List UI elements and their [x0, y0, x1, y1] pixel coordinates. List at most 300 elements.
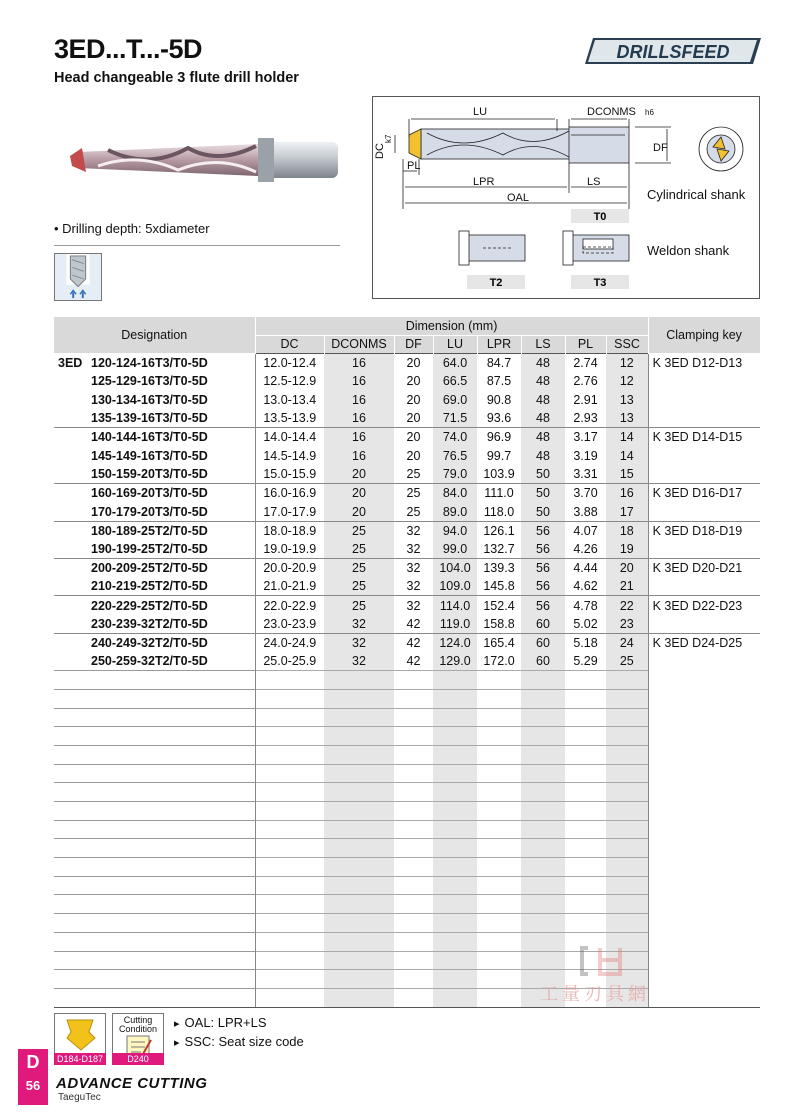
empty-cell — [433, 858, 477, 877]
cell-lpr: 118.0 — [483, 504, 515, 519]
cell-dconms: 20 — [324, 503, 394, 522]
cell-pl: 4.78 — [565, 596, 606, 615]
cell-ls: 56 — [521, 540, 565, 559]
cell-ssc: 24 — [606, 633, 648, 652]
cell-ssc: 21 — [606, 577, 648, 596]
empty-cell — [324, 932, 394, 951]
cell-df: 20 — [394, 353, 433, 372]
cell-df: 42 — [406, 616, 421, 631]
cell-ssc: 17 — [606, 503, 648, 522]
cell-lpr: 172.0 — [483, 654, 515, 669]
designation-cell — [54, 633, 255, 652]
empty-cell — [54, 951, 255, 970]
empty-cell — [54, 914, 255, 933]
empty-cell — [394, 783, 433, 802]
empty-cell — [521, 858, 565, 877]
empty-cell — [477, 820, 521, 839]
cell-lpr: 90.8 — [486, 392, 512, 407]
empty-cell — [433, 820, 477, 839]
designation-cell — [54, 390, 255, 409]
cell-ls: 56 — [521, 559, 565, 578]
designation-code: 125-129-16T3/T0-5D — [91, 374, 208, 389]
cell-lu: 79.0 — [433, 465, 477, 484]
empty-cell — [394, 895, 433, 914]
cell-ls: 48 — [521, 353, 565, 372]
header-ls: LS — [521, 335, 565, 353]
cell-ssc: 16 — [606, 484, 648, 503]
empty-cell — [521, 895, 565, 914]
empty-cell — [521, 951, 565, 970]
cell-df: 32 — [406, 541, 421, 556]
cell-lu: 89.0 — [433, 503, 477, 522]
cell-df: 25 — [406, 504, 421, 519]
cell-lu: 109.0 — [433, 577, 477, 596]
cell-dconms: 16 — [324, 446, 394, 465]
cell-lu: 94.0 — [433, 521, 477, 540]
empty-cell — [255, 708, 324, 727]
empty-cell — [477, 671, 521, 690]
empty-cell — [394, 708, 433, 727]
brand-logo — [585, 34, 761, 68]
empty-cell — [255, 895, 324, 914]
cell-pl: 4.26 — [573, 541, 598, 556]
label-ls: LS — [587, 176, 601, 188]
cell-ssc: 12 — [606, 372, 648, 391]
table-row — [54, 428, 760, 447]
empty-cell — [521, 820, 565, 839]
cell-pl: 4.07 — [565, 521, 606, 540]
empty-cell — [521, 689, 565, 708]
clamping-key-cell — [648, 540, 760, 559]
cell-ssc: 14 — [606, 428, 648, 447]
empty-cell — [648, 839, 760, 858]
designation-cell — [54, 503, 255, 522]
header-dconms: DCONMS — [324, 335, 394, 353]
cell-ls: 56 — [521, 577, 565, 596]
cell-ssc: 25 — [606, 652, 648, 671]
clamping-key-cell — [648, 577, 760, 596]
empty-cell — [54, 895, 255, 914]
insert-icon — [55, 1014, 105, 1054]
table-row — [54, 465, 760, 484]
empty-cell — [324, 745, 394, 764]
designation-code: 160-169-20T3/T0-5D — [91, 486, 208, 501]
empty-cell — [565, 671, 606, 690]
empty-cell — [394, 764, 433, 783]
cell-lpr: 93.6 — [486, 411, 512, 426]
empty-cell — [606, 764, 648, 783]
empty-row — [54, 820, 760, 839]
empty-cell — [433, 988, 477, 1007]
footer-logo-sub: TaeguTec — [58, 1092, 101, 1103]
designation-cell — [54, 446, 255, 465]
empty-cell — [324, 708, 394, 727]
designation-code: 145-149-16T3/T0-5D — [91, 448, 208, 463]
designation-code: 130-134-16T3/T0-5D — [91, 392, 208, 407]
empty-cell — [394, 727, 433, 746]
empty-cell — [565, 764, 606, 783]
clamping-key-cell: K 3ED D22-D23 — [648, 596, 760, 615]
cell-dc: 24.0-24.9 — [255, 633, 324, 652]
empty-cell — [324, 914, 394, 933]
empty-cell — [521, 745, 565, 764]
designation-code: 210-219-25T2/T0-5D — [91, 579, 208, 594]
cell-lu: 99.0 — [433, 540, 477, 559]
clamping-key-cell: K 3ED D20-D21 — [648, 559, 760, 578]
clamping-key-cell — [648, 652, 760, 671]
cell-dconms: 32 — [324, 633, 394, 652]
empty-cell — [255, 727, 324, 746]
empty-cell — [255, 858, 324, 877]
empty-cell — [433, 745, 477, 764]
empty-cell — [648, 802, 760, 821]
clamping-key-cell — [648, 390, 760, 409]
cutting-condition-title: Cutting Condition — [118, 1015, 158, 1034]
empty-cell — [606, 671, 648, 690]
cell-ls: 60 — [521, 633, 565, 652]
cell-dc: 19.0-19.9 — [263, 541, 317, 556]
empty-row — [54, 708, 760, 727]
designation-code: 250-259-32T2/T0-5D — [91, 654, 208, 669]
cell-pl: 4.62 — [573, 579, 598, 594]
cell-lu: 104.0 — [433, 559, 477, 578]
designation-cell — [54, 409, 255, 428]
empty-cell — [521, 802, 565, 821]
empty-cell — [606, 783, 648, 802]
table-row — [54, 353, 760, 372]
designation-cell — [54, 521, 255, 540]
designation-code: 120-124-16T3/T0-5D — [91, 355, 208, 370]
empty-cell — [255, 951, 324, 970]
table-row — [54, 540, 760, 559]
footnotes — [174, 1014, 304, 1052]
empty-cell — [54, 932, 255, 951]
cell-lpr: 152.4 — [477, 596, 521, 615]
empty-cell — [54, 689, 255, 708]
empty-row — [54, 764, 760, 783]
table-row — [54, 390, 760, 409]
empty-cell — [255, 764, 324, 783]
page-number: 56 — [25, 1078, 41, 1093]
empty-cell — [565, 708, 606, 727]
empty-cell — [433, 783, 477, 802]
empty-cell — [54, 764, 255, 783]
cell-df: 20 — [406, 392, 421, 407]
empty-cell — [394, 802, 433, 821]
cell-lpr: 158.8 — [483, 616, 515, 631]
header-lpr: LPR — [477, 335, 521, 353]
cell-lpr: 126.1 — [477, 521, 521, 540]
cell-dc: 18.0-18.9 — [255, 521, 324, 540]
designation-cell — [54, 540, 255, 559]
cell-ls: 60 — [521, 615, 565, 634]
cell-dconms: 25 — [324, 540, 394, 559]
empty-cell — [606, 708, 648, 727]
empty-cell — [255, 783, 324, 802]
table-row — [54, 484, 760, 503]
empty-cell — [648, 727, 760, 746]
empty-cell — [606, 858, 648, 877]
empty-cell — [394, 689, 433, 708]
empty-cell — [433, 839, 477, 858]
table-row — [54, 372, 760, 391]
cell-dc: 13.0-13.4 — [263, 392, 317, 407]
empty-cell — [606, 689, 648, 708]
empty-cell — [324, 727, 394, 746]
designation-code: 150-159-20T3/T0-5D — [91, 467, 208, 482]
empty-cell — [433, 876, 477, 895]
empty-cell — [324, 764, 394, 783]
empty-cell — [565, 727, 606, 746]
clamping-key-cell — [648, 409, 760, 428]
dimension-diagram — [373, 97, 759, 298]
empty-cell — [433, 764, 477, 783]
cell-pl: 3.88 — [573, 504, 598, 519]
empty-cell — [521, 839, 565, 858]
cell-dconms: 25 — [324, 521, 394, 540]
empty-cell — [565, 745, 606, 764]
cell-ssc: 12 — [606, 353, 648, 372]
empty-cell — [565, 839, 606, 858]
cell-dc: 16.0-16.9 — [255, 484, 324, 503]
cell-lu: 129.0 — [433, 652, 477, 671]
cell-lu: 74.0 — [433, 428, 477, 447]
empty-row — [54, 689, 760, 708]
empty-cell — [648, 876, 760, 895]
empty-cell — [565, 802, 606, 821]
empty-cell — [394, 914, 433, 933]
cell-pl: 5.18 — [565, 633, 606, 652]
empty-cell — [433, 727, 477, 746]
cell-dconms: 16 — [324, 428, 394, 447]
cell-ls: 48 — [521, 428, 565, 447]
cell-dconms: 25 — [324, 596, 394, 615]
empty-cell — [648, 858, 760, 877]
empty-cell — [606, 820, 648, 839]
label-dc-sub: k7 — [384, 134, 393, 143]
cell-lu: 114.0 — [433, 596, 477, 615]
empty-cell — [255, 745, 324, 764]
header-df: DF — [394, 335, 433, 353]
header-ssc: SSC — [606, 335, 648, 353]
clamping-key-cell: K 3ED D14-D15 — [648, 428, 760, 447]
clamping-key-cell — [648, 446, 760, 465]
cell-ssc: 22 — [606, 596, 648, 615]
label-oal: OAL — [507, 192, 530, 204]
empty-cell — [433, 802, 477, 821]
section-letter: D — [26, 1052, 40, 1072]
cell-ls: 48 — [521, 409, 565, 428]
empty-row — [54, 895, 760, 914]
empty-cell — [54, 727, 255, 746]
table-row — [54, 409, 760, 428]
empty-cell — [477, 764, 521, 783]
cell-dc: 14.5-14.9 — [263, 448, 317, 463]
cell-dc: 12.5-12.9 — [263, 374, 317, 389]
drilling-depth-note: • Drilling depth: 5xdiameter — [54, 221, 210, 236]
cell-ssc: 20 — [606, 559, 648, 578]
cell-lpr: 111.0 — [477, 484, 521, 503]
designation-code: 190-199-25T2/T0-5D — [91, 541, 208, 556]
designation-cell — [54, 465, 255, 484]
empty-cell — [54, 708, 255, 727]
empty-cell — [521, 932, 565, 951]
empty-cell — [565, 858, 606, 877]
cell-lu: 71.5 — [433, 409, 477, 428]
empty-cell — [648, 708, 760, 727]
divider — [54, 245, 340, 246]
clamping-key-cell — [648, 615, 760, 634]
cell-dc: 13.5-13.9 — [263, 411, 317, 426]
empty-cell — [394, 951, 433, 970]
empty-cell — [648, 914, 760, 933]
empty-cell — [255, 988, 324, 1007]
empty-cell — [648, 689, 760, 708]
empty-cell — [477, 895, 521, 914]
cell-lpr: 103.9 — [483, 467, 515, 482]
table-row — [54, 503, 760, 522]
cell-dconms: 16 — [324, 409, 394, 428]
cell-ssc: 18 — [606, 521, 648, 540]
cell-lu: 64.0 — [433, 353, 477, 372]
empty-cell — [324, 858, 394, 877]
brand-logo-text: DRILLSFEED — [616, 42, 730, 62]
table-row — [54, 633, 760, 652]
label-dc: DC — [374, 143, 386, 159]
label-weldon-shank: Weldon shank — [647, 243, 730, 258]
empty-cell — [606, 727, 648, 746]
empty-cell — [54, 820, 255, 839]
empty-cell — [433, 895, 477, 914]
empty-cell — [324, 783, 394, 802]
cell-lu: 76.5 — [433, 446, 477, 465]
empty-cell — [477, 745, 521, 764]
empty-cell — [606, 802, 648, 821]
cell-df: 25 — [406, 467, 421, 482]
empty-cell — [477, 951, 521, 970]
cell-df: 20 — [406, 448, 421, 463]
empty-cell — [324, 689, 394, 708]
cell-dconms: 25 — [324, 577, 394, 596]
technical-drawing — [372, 96, 760, 299]
cell-pl: 2.74 — [565, 353, 606, 372]
empty-cell — [255, 820, 324, 839]
header-pl: PL — [565, 335, 606, 353]
cell-df: 20 — [394, 428, 433, 447]
empty-row — [54, 802, 760, 821]
cell-dc: 14.0-14.4 — [255, 428, 324, 447]
empty-row — [54, 839, 760, 858]
empty-cell — [54, 858, 255, 877]
page-title: 3ED...T...-5D — [54, 34, 203, 64]
cell-dc: 23.0-23.9 — [263, 616, 317, 631]
empty-cell — [648, 820, 760, 839]
designation-code: 170-179-20T3/T0-5D — [91, 504, 208, 519]
empty-cell — [324, 876, 394, 895]
cell-lu: 69.0 — [433, 390, 477, 409]
designation-prefix: 3ED — [58, 355, 83, 370]
empty-row — [54, 858, 760, 877]
empty-cell — [606, 839, 648, 858]
empty-cell — [648, 671, 760, 690]
cell-df: 20 — [406, 411, 421, 426]
empty-cell — [648, 745, 760, 764]
clamping-key-cell — [648, 465, 760, 484]
cell-pl: 5.02 — [573, 616, 598, 631]
label-dconms: DCONMS — [587, 106, 636, 118]
cell-dconms: 16 — [324, 390, 394, 409]
empty-cell — [54, 876, 255, 895]
empty-cell — [565, 914, 606, 933]
cell-df: 32 — [406, 579, 421, 594]
clamping-key-cell — [648, 503, 760, 522]
cell-pl: 2.93 — [573, 411, 598, 426]
designation-cell — [54, 596, 255, 615]
cell-lpr: 165.4 — [477, 633, 521, 652]
label-df: DF — [653, 142, 668, 154]
cell-pl: 3.19 — [573, 448, 598, 463]
empty-cell — [565, 876, 606, 895]
empty-cell — [477, 708, 521, 727]
cell-df: 32 — [394, 596, 433, 615]
empty-cell — [433, 970, 477, 989]
empty-cell — [54, 839, 255, 858]
designation-code: 200-209-25T2/T0-5D — [91, 561, 208, 576]
specification-table — [54, 317, 761, 1008]
empty-cell — [54, 783, 255, 802]
clamping-key-cell: K 3ED D24-D25 — [648, 633, 760, 652]
empty-cell — [477, 839, 521, 858]
section-tab — [18, 1049, 48, 1105]
cell-pl: 4.44 — [565, 559, 606, 578]
designation-code: 230-239-32T2/T0-5D — [91, 616, 208, 631]
table-row — [54, 577, 760, 596]
table-row — [54, 615, 760, 634]
header-lu: LU — [433, 335, 477, 353]
cell-pl: 3.70 — [565, 484, 606, 503]
cell-ls: 60 — [521, 652, 565, 671]
footer-logo: ADVANCE CUTTING — [56, 1075, 208, 1092]
cell-df: 42 — [394, 633, 433, 652]
cell-ssc: 15 — [606, 465, 648, 484]
empty-cell — [54, 802, 255, 821]
cell-ls: 48 — [521, 446, 565, 465]
empty-cell — [477, 914, 521, 933]
cell-dconms: 32 — [324, 615, 394, 634]
designation-cell — [54, 353, 255, 372]
cell-lu: 124.0 — [433, 633, 477, 652]
empty-cell — [565, 820, 606, 839]
empty-cell — [648, 764, 760, 783]
cell-ssc: 13 — [606, 390, 648, 409]
designation-cell — [54, 652, 255, 671]
table-body — [54, 353, 760, 1007]
cell-pl: 3.31 — [573, 467, 598, 482]
empty-cell — [324, 671, 394, 690]
cell-lpr: 84.7 — [477, 353, 521, 372]
empty-row — [54, 876, 760, 895]
cell-pl: 3.17 — [565, 428, 606, 447]
cell-lpr: 99.7 — [486, 448, 512, 463]
empty-cell — [521, 914, 565, 933]
cell-lpr: 145.8 — [483, 579, 515, 594]
empty-cell — [433, 689, 477, 708]
cell-dconms: 32 — [324, 652, 394, 671]
cell-dc: 21.0-21.9 — [263, 579, 317, 594]
empty-cell — [394, 970, 433, 989]
empty-cell — [521, 876, 565, 895]
cell-df: 25 — [394, 484, 433, 503]
